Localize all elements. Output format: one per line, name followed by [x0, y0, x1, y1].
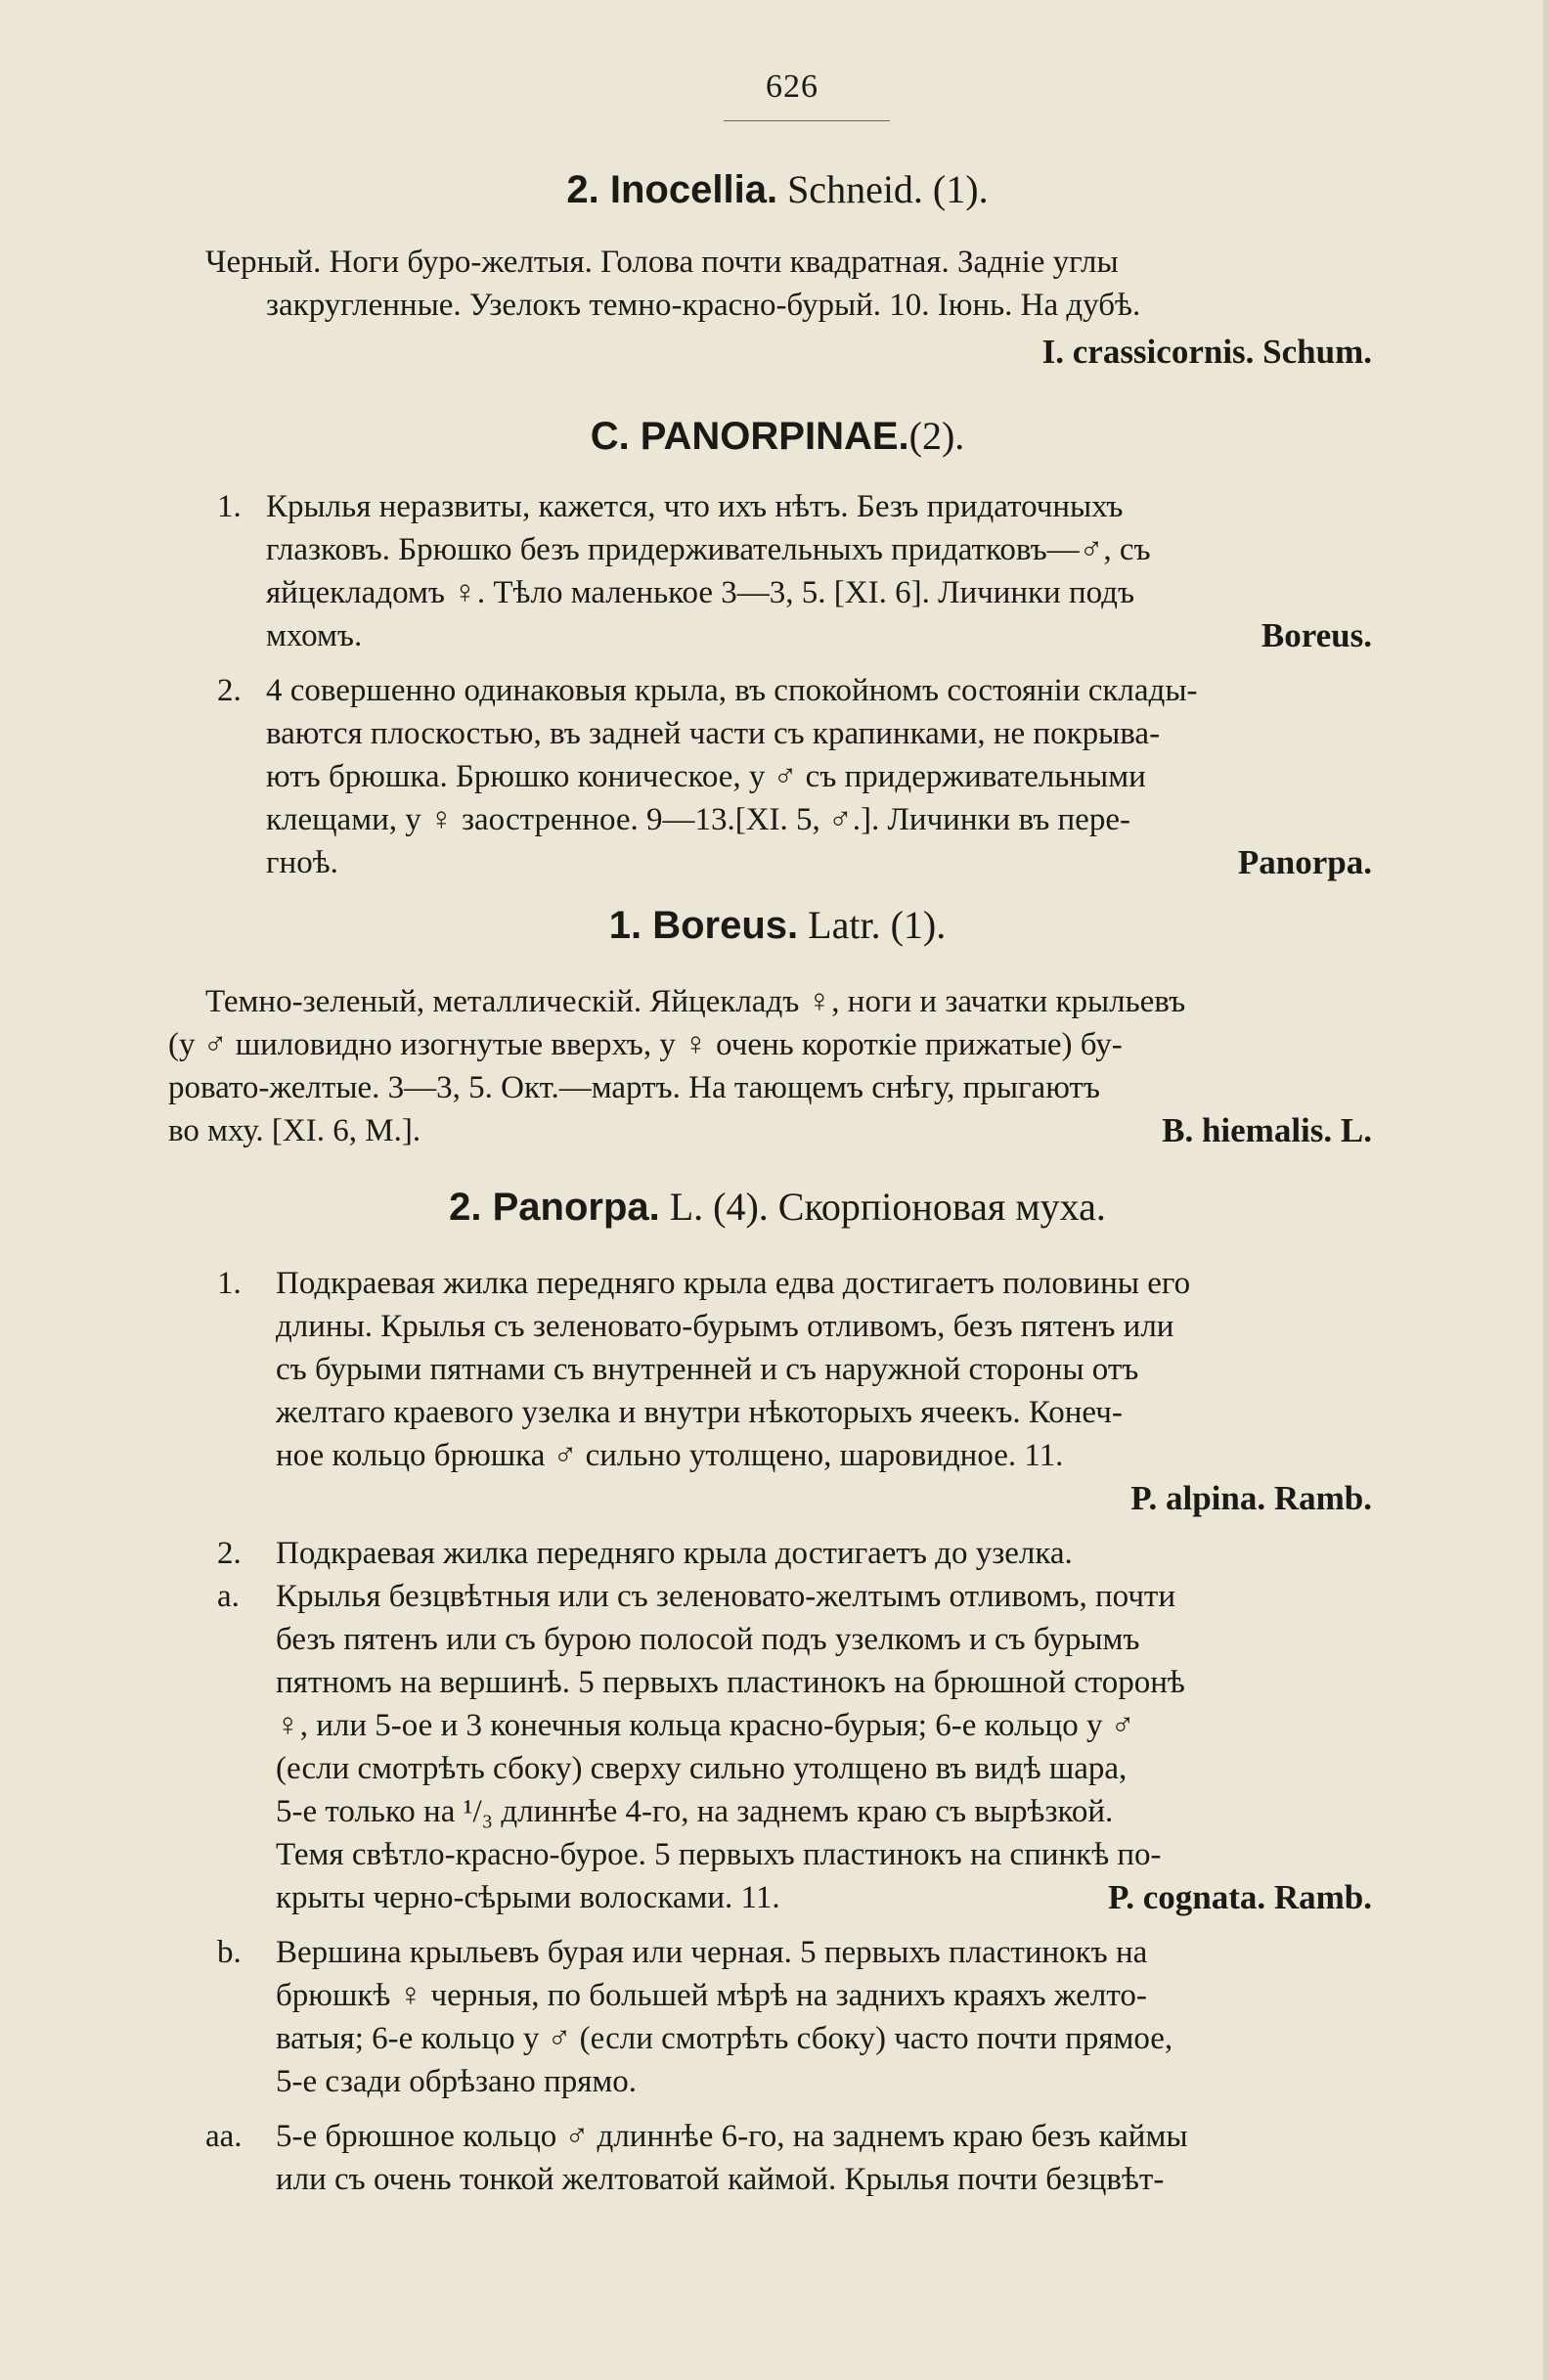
panorpa-a-line-7: Темя свѣтло-красно-бурое. 5 первыхъ пластинокъ на спинкѣ по-	[276, 1837, 1162, 1872]
panorpinae-2-line-3: ютъ брюшка. Брюшко коническое, у ♂ съ придерживательными	[266, 759, 1146, 794]
heading-panorpa-genus: 2. Panorpa.	[449, 1186, 660, 1229]
heading-panorpinae	[147, 413, 1408, 459]
heading-inocellia	[147, 166, 1408, 212]
panorpa-a-line-6: 5-е только на ¹/₃ длиннѣе 4-го, на заднемъ краю съ вырѣзкой.	[276, 1794, 1114, 1829]
genus-panorpa: Panorpa.	[1237, 843, 1372, 881]
heading-panorpinae-title: C. PANORPINAE.	[590, 415, 909, 458]
panorpinae-1-line-2: глазковъ. Брюшко безъ придерживательныхъ придатковъ—♂, съ	[266, 532, 1151, 567]
panorpa-b-line-3: ватыя; 6-е кольцо у ♂ (если смотрѣть сбоку) часто почти прямое,	[276, 2021, 1173, 2056]
boreus-line-1: Темно-зеленый, металлическій. Яйцекладъ ♀, ноги и зачатки крыльевъ	[205, 984, 1186, 1019]
species-crassicornis: I. crassicornis. Schum.	[1041, 333, 1372, 371]
panorpa-1-line-5: ное кольцо брюшка ♂ сильно утолщено, шаровидное. 11.	[276, 1438, 1064, 1473]
panorpinae-1-line-4: мхомъ.	[266, 618, 363, 653]
page-edge-shadow	[1543, 0, 1549, 2380]
species-hiemalis: B. hiemalis. L.	[1162, 1111, 1372, 1149]
species-cognata: P. cognata. Ramb.	[1108, 1878, 1372, 1916]
heading-boreus	[147, 902, 1408, 948]
panorpa-key-number-2: 2.	[217, 1536, 242, 1571]
boreus-line-3: ровато-желтые. 3—3, 5. Окт.—мартъ. На тающемъ снѣгу, прыгаютъ	[168, 1070, 1100, 1105]
heading-panorpinae-count: (2).	[908, 414, 965, 458]
panorpa-b-line-2: брюшкѣ ♀ черныя, по большей мѣрѣ на заднихъ краяхъ желто-	[276, 1978, 1147, 2013]
genus-boreus: Boreus.	[1261, 616, 1372, 654]
heading-inocellia-author: Schneid. (1).	[777, 167, 989, 211]
panorpa-key-number-1: 1.	[217, 1266, 242, 1301]
panorpa-1-line-4: желтаго краевого узелка и внутри нѣкоторыхъ ячеекъ. Конеч-	[276, 1395, 1123, 1430]
panorpa-a-line-8: крыты черно-сѣрыми волосками. 11.	[276, 1880, 780, 1915]
panorpa-b-line-4: 5-е сзади обрѣзано прямо.	[276, 2064, 638, 2099]
inocellia-line-2: закругленные. Узелокъ темно-красно-бурый. 10. Іюнь. На дубѣ.	[266, 288, 1141, 323]
panorpa-a-line-3: пятномъ на вершинѣ. 5 первыхъ пластинокъ на брюшной сторонѣ	[276, 1665, 1185, 1700]
heading-boreus-genus: 1. Boreus.	[608, 904, 799, 947]
heading-boreus-author: Latr. (1).	[798, 903, 947, 947]
panorpinae-1-line-3: яйцекладомъ ♀. Тѣло маленькое 3—3, 5. [XI. 6]. Личинки подъ	[266, 575, 1135, 610]
panorpa-2-line-1: Подкраевая жилка передняго крыла достигаетъ до узелка.	[276, 1536, 1073, 1571]
panorpa-1-line-2: длины. Крылья съ зеленовато-бурымъ отливомъ, безъ пятенъ или	[276, 1309, 1174, 1344]
panorpa-a-line-5: (если смотрѣть сбоку) сверху сильно утолщено въ видѣ шара,	[276, 1751, 1128, 1786]
panorpa-b-line-1: Вершина крыльевъ бурая или черная. 5 первыхъ пластинокъ на	[276, 1935, 1148, 1970]
panorpa-1-line-1: Подкраевая жилка передняго крыла едва достигаетъ половины его	[276, 1266, 1191, 1301]
panorpinae-2-line-2: ваются плоскостью, въ задней части съ крапинками, не покрыва-	[266, 716, 1161, 751]
panorpa-a-line-2: безъ пятенъ или съ бурою полосой подъ узелкомъ и съ бурымъ	[276, 1622, 1140, 1657]
species-alpina: P. alpina. Ramb.	[1130, 1479, 1372, 1517]
panorpinae-2-line-4: клещами, у ♀ заостренное. 9—13.[XI. 5, ♂.]. Личинки въ пере-	[266, 802, 1130, 837]
panorpinae-1-line-1: Крылья неразвиты, кажется, что ихъ нѣтъ. Безъ придаточныхъ	[266, 489, 1124, 524]
panorpa-a-line-1: Крылья безцвѣтныя или съ зеленовато-желтымъ отливомъ, почти	[276, 1579, 1176, 1614]
key-number-2: 2.	[217, 673, 242, 708]
heading-panorpa	[147, 1184, 1408, 1230]
panorpa-key-letter-a: a.	[217, 1579, 240, 1614]
panorpinae-2-line-5: гноѣ.	[266, 845, 338, 880]
page-number: 626	[766, 68, 819, 105]
heading-panorpa-author: L. (4). Скорпіоновая муха.	[659, 1185, 1106, 1229]
heading-inocellia-genus: 2. Inocellia.	[566, 168, 778, 211]
boreus-line-2: (у ♂ шиловидно изогнутые вверхъ, у ♀ очень короткіе прижатые) бу-	[168, 1027, 1123, 1062]
panorpa-a-line-4: ♀, или 5-ое и 3 конечныя кольца красно-бурыя; 6-е кольцо у ♂	[276, 1708, 1135, 1743]
panorpa-aa-line-1: 5-е брюшное кольцо ♂ длиннѣе 6-го, на заднемъ краю безъ каймы	[276, 2119, 1188, 2154]
boreus-line-4: во мху. [XI. 6, M.].	[168, 1113, 421, 1148]
panorpinae-2-line-1: 4 совершенно одинаковыя крыла, въ спокойномъ состояніи склады-	[266, 673, 1198, 708]
panorpa-aa-line-2: или съ очень тонкой желтоватой каймой. Крылья почти безцвѣт-	[276, 2162, 1165, 2197]
header-rule	[724, 120, 890, 121]
panorpa-key-letter-b: b.	[217, 1935, 242, 1970]
inocellia-line-1: Черный. Ноги буро-желтыя. Голова почти квадратная. Задніе углы	[205, 245, 1119, 280]
panorpa-key-letter-aa: aa.	[205, 2119, 243, 2154]
panorpa-1-line-3: съ бурыми пятнами съ внутренней и съ наружной стороны отъ	[276, 1352, 1139, 1387]
key-number-1: 1.	[217, 489, 242, 524]
